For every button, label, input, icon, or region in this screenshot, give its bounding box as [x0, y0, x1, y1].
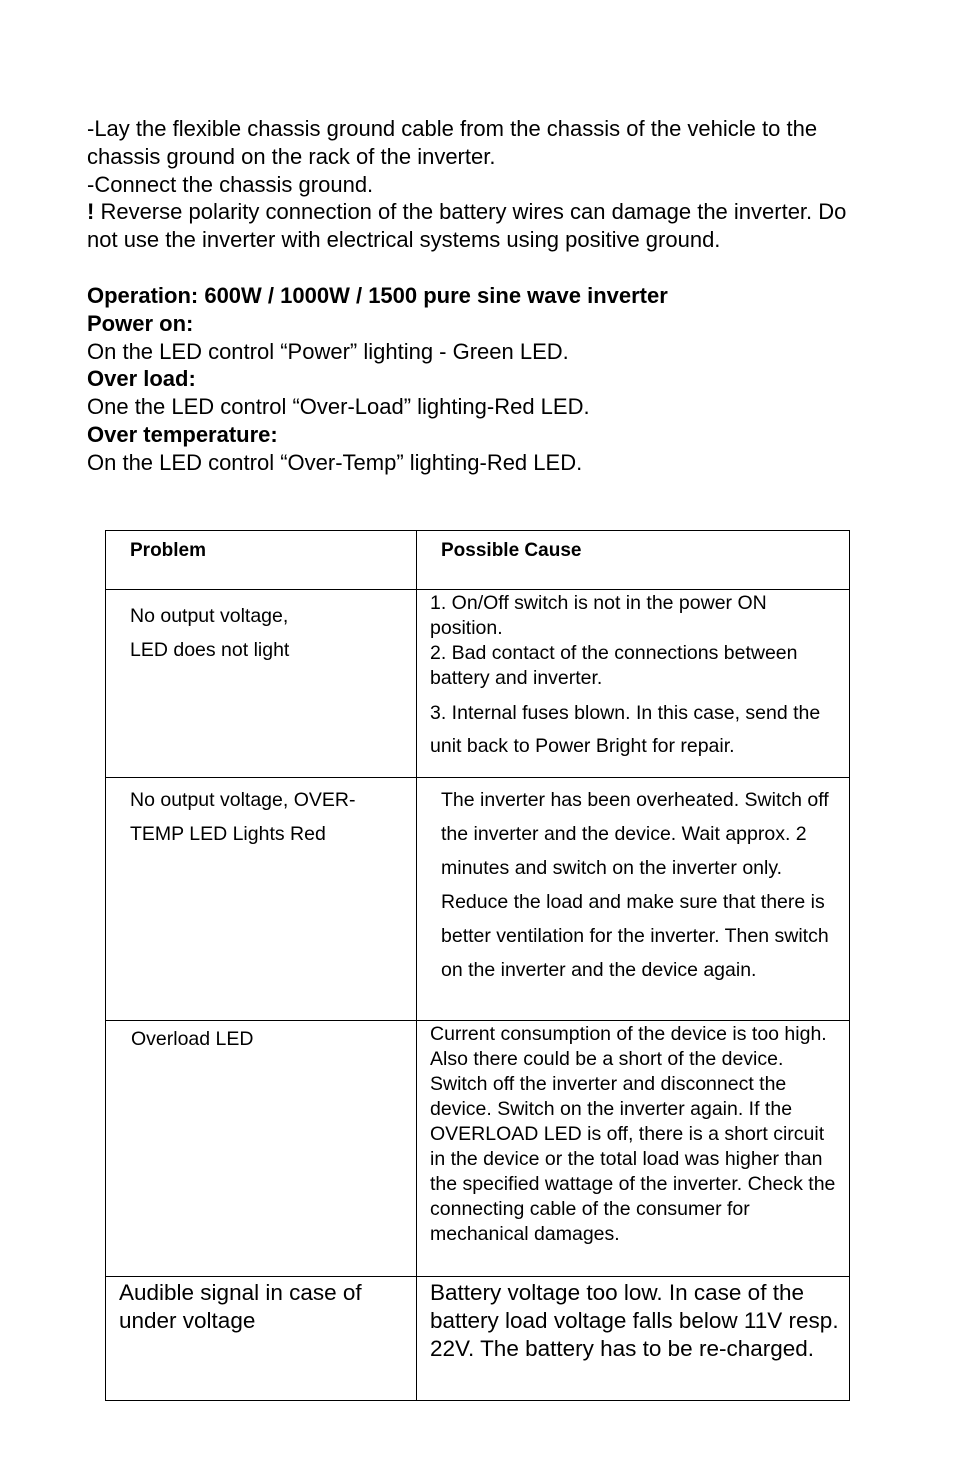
table-row [106, 1277, 850, 1401]
problem-line: No output voltage, OVER- [130, 789, 356, 811]
over-temp-text: On the LED control “Over-Temp” lighting-Red LED. [87, 449, 583, 475]
problem-line: TEMP LED Lights Red [130, 823, 326, 845]
cause-line: 1. On/Off switch is not in the power ON position. [430, 592, 767, 639]
over-temp-label: Over temperature: [87, 421, 278, 447]
problem-cell [106, 590, 417, 778]
cause-cell: Battery voltage too low. In case of the battery load voltage falls below 11V resp. 22V. The battery has to be re-charged. [417, 1277, 850, 1401]
power-on-text: On the LED control “Power” lighting - Green LED. [87, 338, 569, 364]
problem-cell: Overload LED [106, 1021, 417, 1277]
table-row [106, 778, 850, 1021]
over-load-text: One the LED control “Over-Load” lighting-Red LED. [87, 394, 590, 420]
column-header-possible-cause: Possible Cause [417, 531, 850, 590]
over-load-label: Over load: [87, 366, 196, 392]
column-header-problem: Problem [106, 531, 417, 590]
cause-line: 3. Internal fuses blown. In this case, send the unit back to Power Bright for repair. [430, 702, 821, 757]
problem-cell [106, 778, 417, 1021]
connect-chassis-ground-instruction: -Connect the chassis ground. [87, 171, 374, 197]
warning-text: Reverse polarity connection of the battery wires can damage the inverter. Do not use the inverter with electrical systems using positive ground. [87, 199, 847, 253]
chassis-ground-cable-instruction: -Lay the flexible chassis ground cable from the chassis of the vehicle to the chassis ground on the rack of the inverter. [87, 116, 818, 169]
cause-cell: Current consumption of the device is too high. Also there could be a short of the device. Switch off the inverter and disconnect the device. Switch on the inverter again. If the OVERLOAD LED is off, there is a short circuit in the device or the total load was higher than the specified wattage of the inverter. Check the connecting cable of the consumer for mechanical damages. [417, 1021, 850, 1277]
problem-cell: Audible signal in case of under voltage [106, 1277, 417, 1401]
spacer [87, 254, 867, 282]
polarity-warning [87, 198, 867, 254]
problem-line: LED does not light [130, 639, 290, 661]
table-row [106, 1021, 850, 1277]
warning-mark: ! [87, 199, 95, 225]
operation-heading: Operation: 600W / 1000W / 1500 pure sine wave inverter [87, 282, 668, 308]
table-header-row [106, 531, 850, 590]
troubleshooting-table [105, 530, 850, 1401]
cause-cell: The inverter has been overheated. Switch off the inverter and the device. Wait approx. 2 minutes and switch on the inverter only. Reduce the load and make sure that there is better ventilation for the inverter. Then switch on the inverter and the device again. [417, 778, 850, 1021]
intro-text [87, 115, 867, 477]
problem-line: No output voltage, [130, 605, 289, 627]
table-row [106, 590, 850, 778]
power-on-label: Power on: [87, 310, 194, 336]
cause-cell [417, 590, 850, 778]
cause-line: 2. Bad contact of the connections between battery and inverter. [430, 642, 798, 689]
